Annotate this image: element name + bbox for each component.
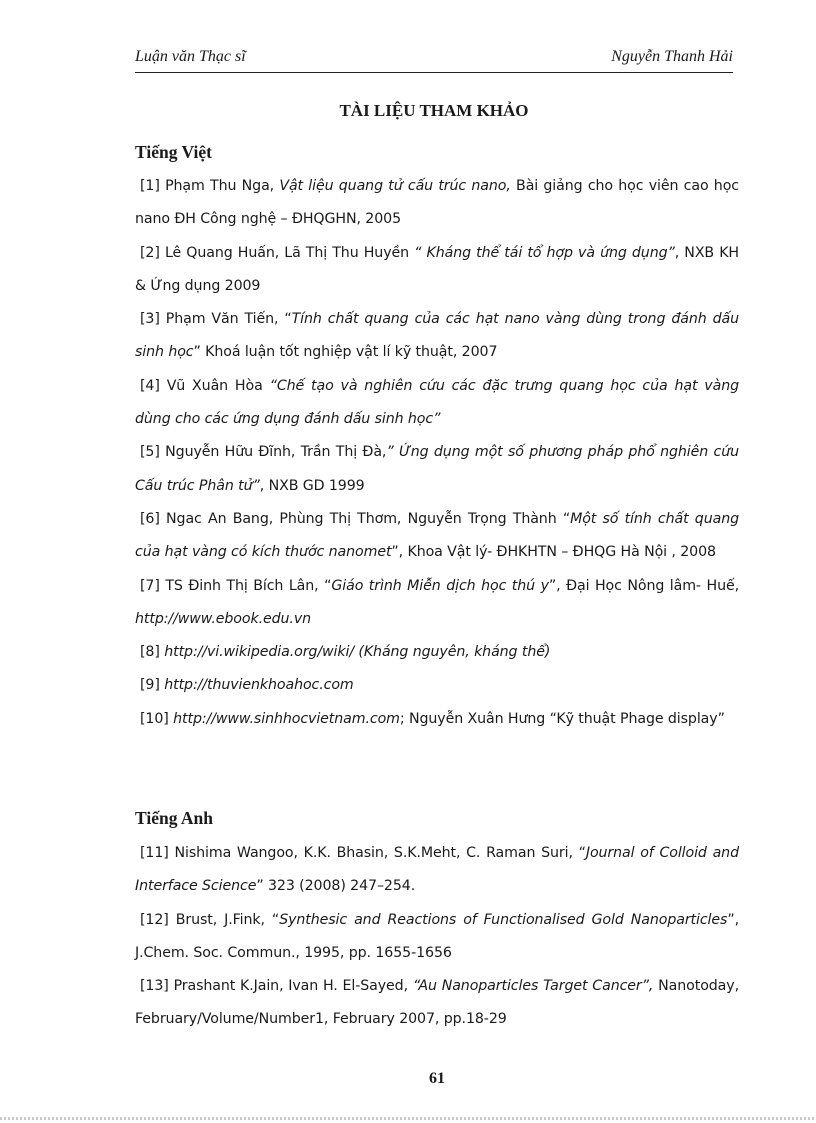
page-header [135, 48, 733, 73]
ebook-link[interactable]: http://www.ebook.edu.vn [135, 610, 312, 627]
reference-item: [8] http://vi.wikipedia.org/wiki/ (Kháng nguyên, kháng thể) [140, 644, 551, 661]
reference-item: [9] http://thuvienkhoahoc.com [140, 677, 354, 694]
reference-item: [7] TS Đinh Thị Bích Lân, “Giáo trình Miễn dịch học thú y”, Đại Học Nông lâm- Huế, http://www.ebook.edu.vn [135, 577, 739, 627]
reference-item: [12] Brust, J.Fink, “Synthesic and Reactions of Functionalised Gold Nanoparticles”, J.Chem. Soc. Commun., 1995, pp. 1655-1656 [135, 911, 739, 961]
page-title: TÀI LIỆU THAM KHẢO [339, 101, 529, 120]
reference-list-english [135, 837, 739, 1037]
reference-item: [6] Ngac An Bang, Phùng Thị Thơm, Nguyễn Trọng Thành “Một số tính chất quang của hạt vàng có kích thước nanomet”, Khoa Vật lý- ĐHKHTN – ĐHQG Hà Nội , 2008 [135, 510, 739, 561]
reference-item: [3] Phạm Văn Tiến, “Tính chất quang của các hạt nano vàng dùng trong đánh dấu sinh học” Khoá luận tốt nghiệp vật lí kỹ thuật, 2007 [135, 311, 739, 361]
thuvienkhoahoc-link[interactable]: http://thuvienkhoahoc.com [164, 677, 354, 694]
reference-item: [1] Phạm Thu Nga, Vật liệu quang tử cấu trúc nano, Bài giảng cho học viên cao học nano ĐH Công nghệ – ĐHQGHN, 2005 [135, 178, 739, 228]
header-thesis-label: Luận văn Thạc sĩ [135, 48, 246, 65]
reference-list-vietnamese [135, 170, 739, 736]
reference-item: [10] http://www.sinhhocvietnam.com; Nguyễn Xuân Hưng “Kỹ thuật Phage display” [140, 710, 725, 727]
header-author-name: Nguyễn Thanh Hải [611, 48, 733, 65]
reference-item: [11] Nishima Wangoo, K.K. Bhasin, S.K.Meht, C. Raman Suri, “Journal of Colloid and Interface Science” 323 (2008) 247–254. [135, 845, 739, 895]
page-number: 61 [429, 1070, 445, 1087]
section-heading-vietnamese: Tiếng Việt [135, 142, 212, 162]
wikipedia-link[interactable]: http://vi.wikipedia.org/wiki/ (Kháng nguyên, kháng thể) [164, 644, 551, 661]
reference-item: [2] Lê Quang Huấn, Lã Thị Thu Huyền “ Kháng thể tái tổ hợp và ứng dụng”, NXB KH & Ứng dụng 2009 [135, 244, 739, 294]
section-heading-english: Tiếng Anh [135, 808, 213, 828]
sinhhocvietnam-link[interactable]: http://www.sinhhocvietnam.com [173, 710, 400, 727]
page-bottom-divider [0, 1117, 816, 1120]
reference-item: [4] Vũ Xuân Hòa “Chế tạo và nghiên cứu các đặc trưng quang học của hạt vàng dùng cho các ứng dụng đánh dấu sinh học” [135, 377, 739, 428]
reference-item: [13] Prashant K.Jain, Ivan H. El-Sayed, “Au Nanoparticles Target Cancer”, Nanotoday, February/Volume/Number1, February 2007, pp.18-29 [135, 978, 739, 1028]
reference-item: [5] Nguyễn Hữu Đĩnh, Trần Thị Đà,” Ứng dụng một số phương pháp phổ nghiên cứu Cấu trúc Phân tử”, NXB GD 1999 [135, 444, 739, 494]
